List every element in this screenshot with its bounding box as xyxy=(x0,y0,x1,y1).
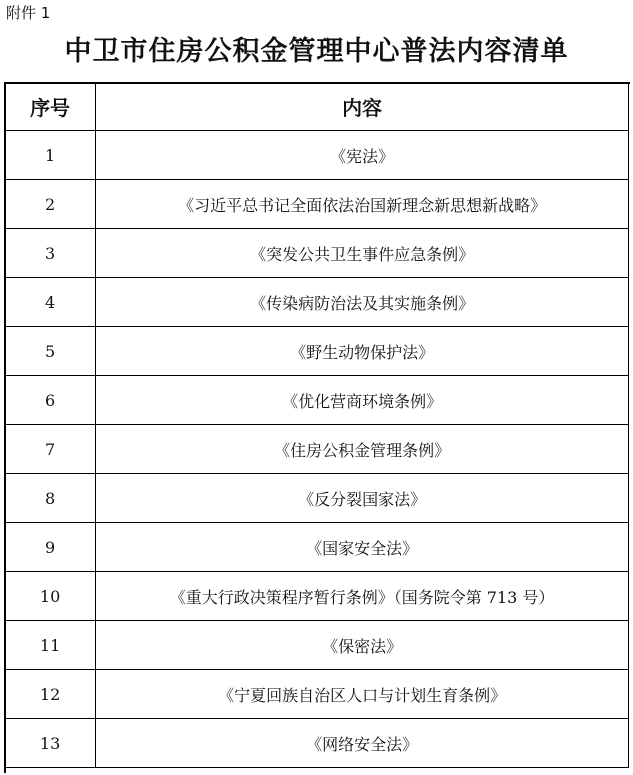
row-content: 《习近平总书记全面依法治国新理念新思想新战略》 xyxy=(96,180,629,229)
row-content: 《传染病防治法及其实施条例》 xyxy=(96,278,629,327)
column-header-content: 内容 xyxy=(96,83,629,131)
table-row xyxy=(5,719,629,768)
row-content: 《网络安全法》 xyxy=(96,719,629,768)
row-content: 《重大行政决策程序暂行条例》（国务院令第 713 号） xyxy=(96,572,629,621)
page-title: 中卫市住房公积金管理中心普法内容清单 xyxy=(64,36,569,67)
row-number: 1 xyxy=(5,131,96,180)
attachment-label: 附件 1 xyxy=(6,4,51,22)
table-row xyxy=(5,670,629,719)
row-number: 5 xyxy=(5,327,96,376)
row-number: 8 xyxy=(5,474,96,523)
table-row xyxy=(5,621,629,670)
table-row xyxy=(5,425,629,474)
table-row xyxy=(5,474,629,523)
row-number: 6 xyxy=(5,376,96,425)
row-content: 《保密法》 xyxy=(96,621,629,670)
row-number: 12 xyxy=(5,670,96,719)
table-row xyxy=(5,376,629,425)
table-row xyxy=(5,278,629,327)
row-number: 9 xyxy=(5,523,96,572)
row-content: 《优化营商环境条例》 xyxy=(96,376,629,425)
row-content: 《国家安全法》 xyxy=(96,523,629,572)
table-row xyxy=(5,229,629,278)
row-number: 10 xyxy=(5,572,96,621)
table-row xyxy=(5,523,629,572)
row-number: 3 xyxy=(5,229,96,278)
row-content: 《宁夏回族自治区人口与计划生育条例》 xyxy=(96,670,629,719)
table-row xyxy=(5,131,629,180)
row-content: 《野生动物保护法》 xyxy=(96,327,629,376)
row-content: 《住房公积金管理条例》 xyxy=(96,425,629,474)
row-number: 7 xyxy=(5,425,96,474)
table-row xyxy=(5,327,629,376)
row-content: 《宪法》 xyxy=(96,131,629,180)
table-header-row xyxy=(5,83,629,131)
row-content: 《突发公共卫生事件应急条例》 xyxy=(96,229,629,278)
row-number: 4 xyxy=(5,278,96,327)
table-row xyxy=(5,572,629,621)
table-top-border xyxy=(4,82,630,84)
table-row xyxy=(5,180,629,229)
row-content: 《反分裂国家法》 xyxy=(96,474,629,523)
row-number: 13 xyxy=(5,719,96,768)
row-number: 11 xyxy=(5,621,96,670)
table-left-border xyxy=(4,82,6,773)
column-header-number: 序号 xyxy=(5,83,96,131)
row-number: 2 xyxy=(5,180,96,229)
content-table xyxy=(4,82,629,768)
